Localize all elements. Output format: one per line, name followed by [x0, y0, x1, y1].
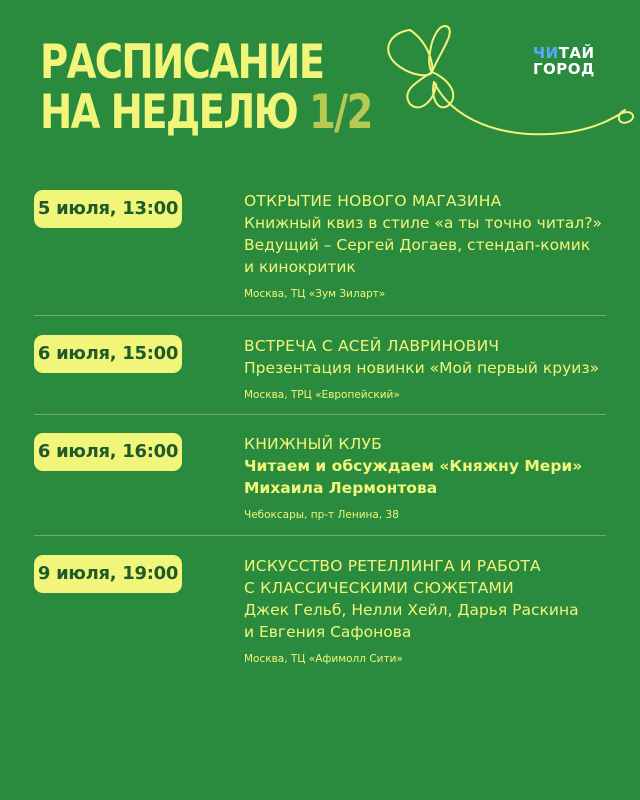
event-location: Москва, ТРЦ «Европейский»	[244, 389, 400, 401]
event-date-badge: 6 июля, 16:00	[34, 433, 182, 471]
event-title: КНИЖНЫЙ КЛУБ	[244, 435, 382, 453]
event-title: ИСКУССТВО РЕТЕЛЛИНГА И РАБОТА	[244, 557, 541, 575]
logo-line-1-accent: ЧИ	[533, 44, 559, 62]
event-title: С КЛАССИЧЕСКИМИ СЮЖЕТАМИ	[244, 579, 514, 597]
event-description-line: Ведущий – Сергей Догаев, стендап-комик	[244, 236, 591, 254]
event-description-line: и Евгения Сафонова	[244, 623, 412, 641]
event-title: ВСТРЕЧА С АСЕЙ ЛАВРИНОВИЧ	[244, 337, 500, 355]
event-description-line: Презентация новинки «Мой первый круиз»	[244, 359, 600, 377]
event-description-line: Читаем и обсуждаем «Княжну Мери»	[244, 457, 583, 475]
logo-line-1	[533, 45, 605, 61]
event-location: Москва, ТЦ «Зум Зиларт»	[244, 288, 386, 300]
event-content	[244, 555, 614, 666]
event-location: Москва, ТЦ «Афимолл Сити»	[244, 653, 403, 665]
event-content	[244, 335, 614, 402]
event-date-badge: 6 июля, 15:00	[34, 335, 182, 373]
logo-line-2: ГОРОД	[533, 60, 595, 78]
title-line-2	[40, 85, 372, 140]
divider	[34, 414, 606, 415]
event-location: Чебоксары, пр-т Ленина, 38	[244, 509, 399, 521]
event-description-line: Джек Гельб, Нелли Хейл, Дарья Раскина	[244, 601, 579, 619]
divider	[34, 315, 606, 316]
event-content	[244, 190, 614, 301]
event-date-badge: 5 июля, 13:00	[34, 190, 182, 228]
title-line-1: РАСПИСАНИЕ	[40, 35, 324, 90]
event-date-badge: 9 июля, 19:00	[34, 555, 182, 593]
divider	[34, 535, 606, 536]
title-line-2-text: НА НЕДЕЛЮ	[40, 85, 298, 140]
logo-line-1-rest: ТАЙ	[558, 44, 595, 62]
event-content	[244, 433, 614, 522]
logo	[533, 45, 605, 77]
event-title: ОТКРЫТИЕ НОВОГО МАГАЗИНА	[244, 192, 502, 210]
butterfly-icon	[370, 22, 640, 152]
page-title	[40, 35, 372, 140]
page-indicator: 1/2	[309, 85, 372, 140]
event-description-line: и кинокритик	[244, 258, 356, 276]
event-description-line: Книжный квиз в стиле «а ты точно читал?»	[244, 214, 603, 232]
event-description-line: Михаила Лермонтова	[244, 479, 438, 497]
